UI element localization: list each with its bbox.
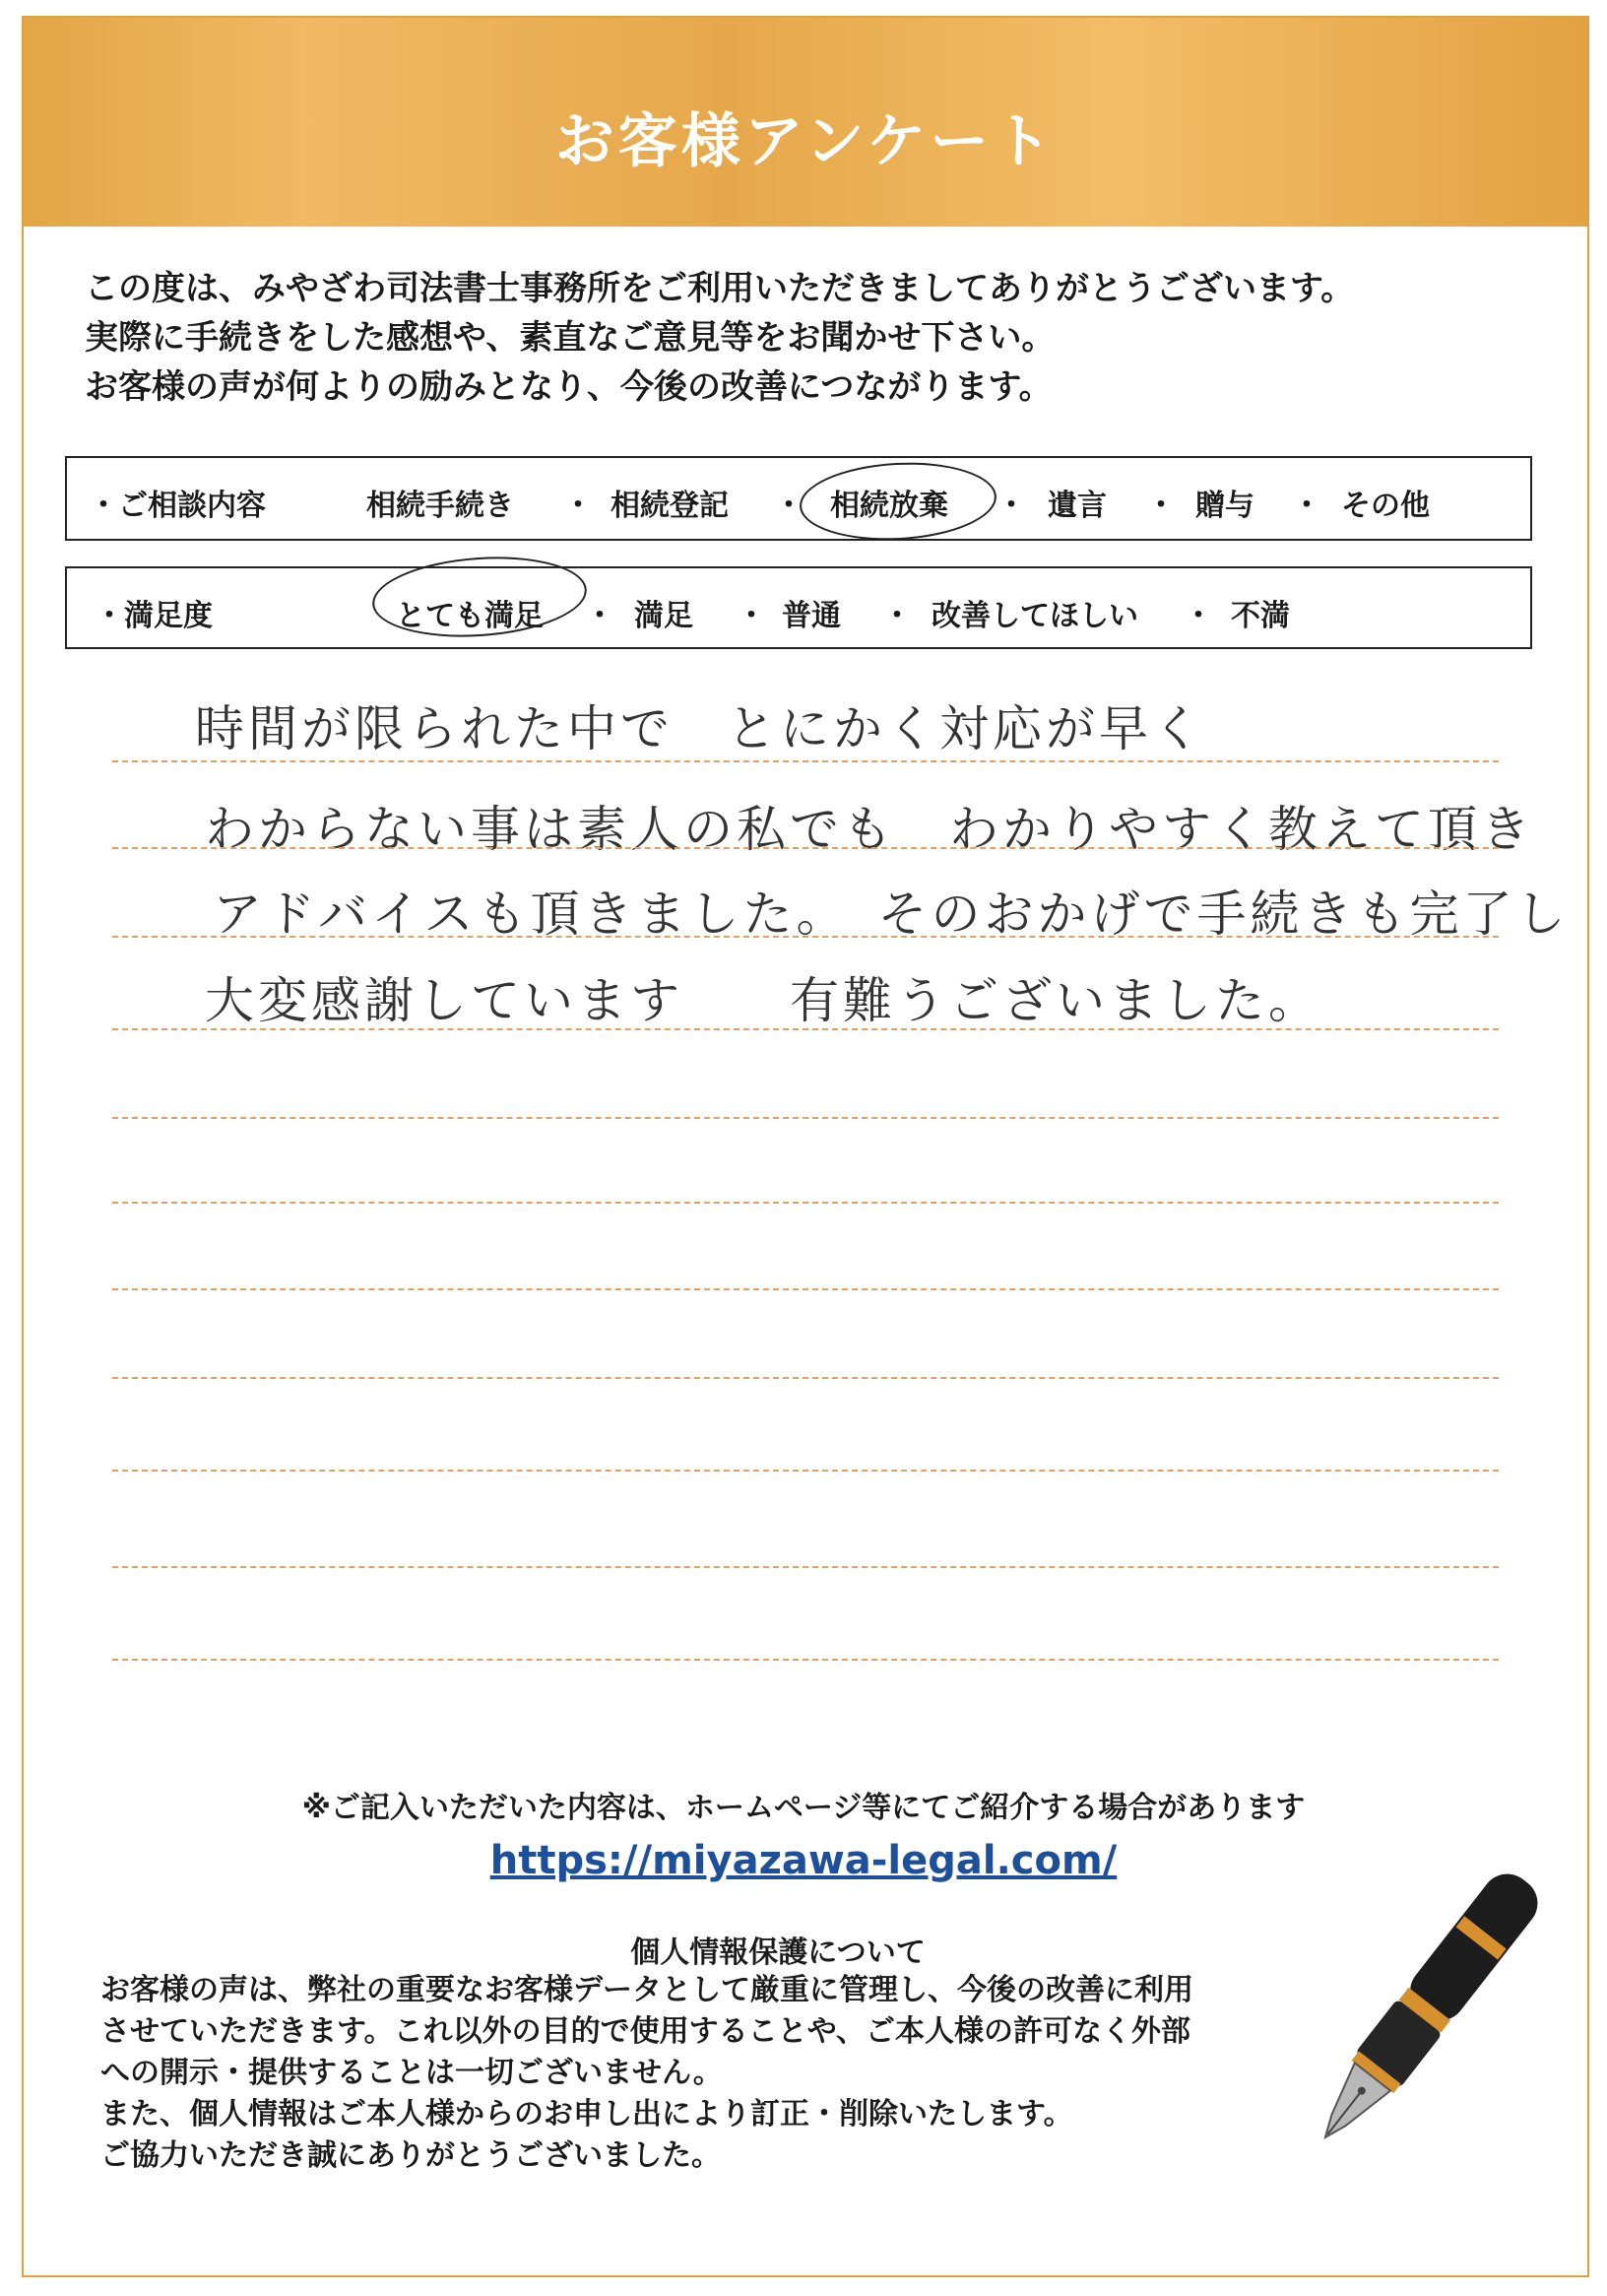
consultation-option[interactable]: その他 bbox=[1341, 489, 1430, 523]
privacy-line: お客様の声は、弊社の重要なお客様データとして厳重に管理し、今後の改善に利用 bbox=[100, 1973, 1193, 2007]
ruled-line bbox=[112, 1202, 1499, 1204]
privacy-line: への開示・提供することは一切ございません。 bbox=[100, 2056, 723, 2090]
consultation-option[interactable]: 相続登記 bbox=[611, 489, 729, 523]
satisfaction-option[interactable]: 改善してほしい bbox=[932, 599, 1138, 633]
intro-line: 実際に手続きをした感想や、素直なご意見等をお聞かせ下さい。 bbox=[85, 318, 1056, 358]
intro-line: お客様の声が何よりの励みとなり、今後の改善につながります。 bbox=[85, 367, 1053, 407]
consultation-option[interactable]: 贈与 bbox=[1195, 489, 1254, 523]
comment-line: 時間が限られた中で とにかく対応が早く bbox=[195, 700, 1205, 757]
website-link[interactable]: https://miyazawa-legal.com/ bbox=[489, 1838, 1118, 1883]
satisfaction-option-selected[interactable]: とても満足 bbox=[396, 599, 544, 633]
ruled-line bbox=[112, 847, 1499, 849]
ruled-line bbox=[112, 1288, 1499, 1290]
privacy-line: また、個人情報はご本人様からのお申し出により訂正・削除いたします。 bbox=[100, 2097, 1073, 2132]
intro-line: この度は、みやざわ司法書士事務所をご利用いただきましてありがとうございます。 bbox=[85, 269, 1355, 308]
separator: ・ bbox=[1292, 489, 1321, 523]
separator: ・ bbox=[1184, 599, 1213, 633]
satisfaction-option[interactable]: 不満 bbox=[1231, 599, 1290, 633]
comment-line: アドバイスも頂きました。 そのおかげで手続きも完了し bbox=[213, 886, 1570, 943]
ruled-line bbox=[112, 1117, 1499, 1119]
consultation-option[interactable]: 相続手続き bbox=[366, 489, 514, 523]
intro-text bbox=[85, 264, 1354, 412]
comment-line: わからない事は素人の私でも わかりやすく教えて頂き bbox=[205, 801, 1534, 858]
ruled-line bbox=[112, 1566, 1499, 1568]
ruled-line bbox=[112, 760, 1499, 762]
privacy-line: ご協力いただき誠にありがとうございました。 bbox=[100, 2138, 721, 2173]
consultation-option-selected[interactable]: 相続放棄 bbox=[830, 489, 948, 523]
separator: ・ bbox=[563, 489, 593, 523]
comment-line: 大変感謝しています 有難うございました。 bbox=[205, 972, 1321, 1029]
ruled-line bbox=[112, 1377, 1499, 1379]
separator: ・ bbox=[737, 599, 766, 633]
separator: ・ bbox=[996, 489, 1026, 523]
satisfaction-option[interactable]: 普通 bbox=[782, 599, 841, 633]
ruled-line bbox=[112, 936, 1499, 938]
privacy-line: させていただきます。これ以外の目的で使用することや、ご本人様の許可なく外部 bbox=[100, 2014, 1190, 2049]
separator: ・ bbox=[585, 599, 614, 633]
consultation-label: ・ご相談内容 bbox=[89, 489, 266, 523]
satisfaction-label: ・満足度 bbox=[95, 599, 213, 633]
satisfaction-option[interactable]: 満足 bbox=[634, 599, 693, 633]
ruled-line bbox=[112, 1470, 1499, 1472]
publication-notice: ※ご記入いただいた内容は、ホームページ等にてご紹介する場合があります bbox=[301, 1791, 1306, 1825]
consultation-option[interactable]: 遺言 bbox=[1048, 489, 1107, 523]
separator: ・ bbox=[774, 489, 804, 523]
separator: ・ bbox=[882, 599, 912, 633]
privacy-text bbox=[100, 1970, 1193, 2177]
privacy-title: 個人情報保護について bbox=[630, 1935, 926, 1970]
separator: ・ bbox=[1146, 489, 1176, 523]
ruled-line bbox=[112, 1028, 1499, 1030]
fountain-pen-icon bbox=[1276, 1852, 1562, 2177]
ruled-line bbox=[112, 1659, 1499, 1661]
page-title: お客様アンケート bbox=[554, 107, 1057, 176]
